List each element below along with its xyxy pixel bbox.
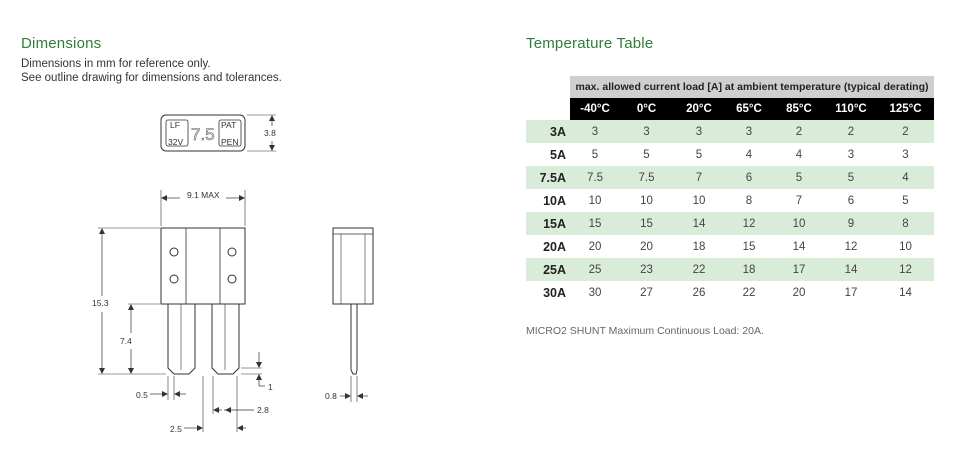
table-cell: 20: [773, 281, 825, 304]
row-rating: 5A: [526, 143, 570, 166]
dim-label-tip: 1: [268, 382, 273, 392]
table-cell: 14: [825, 258, 877, 281]
fuse-side-view: [333, 228, 373, 304]
table-cell: 7.5: [570, 166, 620, 189]
table-row: [526, 235, 934, 258]
table-row: [526, 120, 934, 143]
table-cell: 23: [620, 258, 673, 281]
table-footnote: MICRO2 SHUNT Maximum Continuous Load: 20A.: [526, 325, 764, 337]
table-row: [526, 212, 934, 235]
dim-label-gap: 2.8: [257, 405, 269, 415]
col-header: 110°C: [825, 98, 877, 120]
table-cell: 17: [773, 258, 825, 281]
dimensions-title: Dimensions: [21, 35, 102, 52]
table-cell: 4: [877, 166, 934, 189]
table-cell: 12: [725, 212, 773, 235]
table-cell: 18: [673, 235, 725, 258]
fuse-front-body: [161, 228, 245, 304]
dim-label-height-top: 3.8: [264, 128, 276, 138]
dim-label-width-max: 9.1 MAX: [187, 190, 220, 200]
table-cell: 22: [725, 281, 773, 304]
table-cell: 7.5: [620, 166, 673, 189]
table-cell: 3: [620, 120, 673, 143]
table-row: [526, 166, 934, 189]
col-header: -40°C: [570, 98, 620, 120]
table-cell: 14: [877, 281, 934, 304]
table-cell: 5: [673, 143, 725, 166]
table-cell: 12: [825, 235, 877, 258]
table-cell: 14: [673, 212, 725, 235]
table-cell: 6: [825, 189, 877, 212]
table-cell: 2: [877, 120, 934, 143]
table-cell: 2: [773, 120, 825, 143]
table-cell: 27: [620, 281, 673, 304]
row-rating: 3A: [526, 120, 570, 143]
table-cell: 30: [570, 281, 620, 304]
table-cell: 7: [773, 189, 825, 212]
row-rating: 15A: [526, 212, 570, 235]
table-cell: 7: [673, 166, 725, 189]
col-header: 20°C: [673, 98, 725, 120]
mark-rating: 7.5: [191, 125, 215, 144]
row-rating: 20A: [526, 235, 570, 258]
table-cell: 5: [825, 166, 877, 189]
row-rating: 10A: [526, 189, 570, 212]
table-cell: 3: [570, 120, 620, 143]
table-cell: 9: [825, 212, 877, 235]
table-cell: 10: [773, 212, 825, 235]
temperature-derating-table: [526, 76, 934, 304]
table-caption: max. allowed current load [A] at ambient temperature (typical derating): [570, 76, 934, 98]
table-cell: 8: [725, 189, 773, 212]
table-corner: [526, 76, 570, 98]
table-cell: 3: [877, 143, 934, 166]
mark-pat: PAT: [221, 120, 237, 130]
table-cell: 15: [570, 212, 620, 235]
table-cell: 10: [877, 235, 934, 258]
dim-label-blade-width: 0.5: [136, 390, 148, 400]
table-cell: 3: [725, 120, 773, 143]
table-row: [526, 258, 934, 281]
dim-label-blade-length: 7.4: [120, 336, 132, 346]
table-row: [526, 189, 934, 212]
table-cell: 10: [570, 189, 620, 212]
table-cell: 10: [620, 189, 673, 212]
table-cell: 8: [877, 212, 934, 235]
table-cell: 3: [825, 143, 877, 166]
table-cell: 4: [773, 143, 825, 166]
table-cell: 22: [673, 258, 725, 281]
row-rating: 30A: [526, 281, 570, 304]
col-header: 125°C: [877, 98, 934, 120]
table-cell: 10: [673, 189, 725, 212]
temperature-table-title: Temperature Table: [526, 35, 654, 52]
mark-voltage: 32V: [168, 137, 184, 147]
table-cell: 25: [570, 258, 620, 281]
table-cell: 26: [673, 281, 725, 304]
dim-label-total-height: 15.3: [92, 298, 109, 308]
dimensions-note-line2: See outline drawing for dimensions and tolerances.: [21, 72, 282, 84]
table-row: [526, 143, 934, 166]
dim-label-spacing: 2.5: [170, 424, 182, 434]
table-cell: 12: [877, 258, 934, 281]
mark-pen: PEN: [221, 137, 239, 147]
table-cell: 20: [620, 235, 673, 258]
dim-label-thickness: 0.8: [325, 391, 337, 401]
table-row: [526, 281, 934, 304]
dimensions-note-line1: Dimensions in mm for reference only.: [21, 58, 211, 70]
table-corner-header: [526, 98, 570, 120]
table-cell: 15: [620, 212, 673, 235]
table-cell: 14: [773, 235, 825, 258]
table-cell: 15: [725, 235, 773, 258]
col-header: 65°C: [725, 98, 773, 120]
table-cell: 20: [570, 235, 620, 258]
row-rating: 7.5A: [526, 166, 570, 189]
table-cell: 5: [620, 143, 673, 166]
table-cell: 5: [570, 143, 620, 166]
table-cell: 5: [877, 189, 934, 212]
table-cell: 4: [725, 143, 773, 166]
table-cell: 18: [725, 258, 773, 281]
table-cell: 17: [825, 281, 877, 304]
table-cell: 2: [825, 120, 877, 143]
table-cell: 6: [725, 166, 773, 189]
col-header: 85°C: [773, 98, 825, 120]
table-cell: 3: [673, 120, 725, 143]
row-rating: 25A: [526, 258, 570, 281]
mark-lf: LF: [170, 120, 180, 130]
col-header: 0°C: [620, 98, 673, 120]
table-cell: 5: [773, 166, 825, 189]
